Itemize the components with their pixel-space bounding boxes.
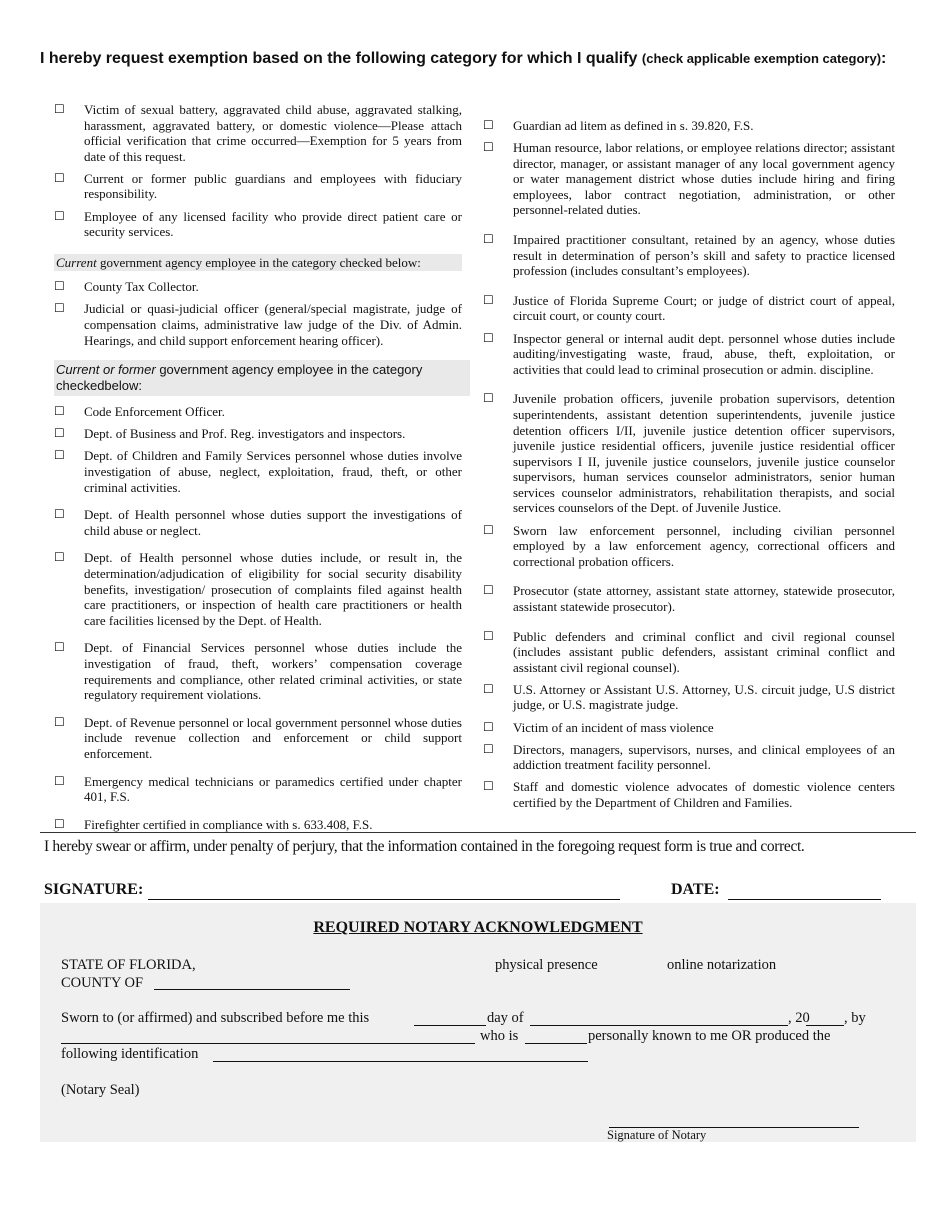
exemption-item: [54, 209, 462, 240]
exemption-item-label: Dept. of Children and Family Services personnel whose duties involve investigation of abuse, neglect, exploitation, fraud, theft, or other criminal activities.: [84, 448, 462, 495]
exemption-item: [483, 779, 895, 810]
section-divider: [40, 832, 916, 833]
day-number-field[interactable]: [414, 1025, 486, 1026]
sworn-text-d: , by: [844, 1010, 866, 1026]
exemption-item-label: Staff and domestic violence advocates of domestic violence centers certified by the Department of Children and Families.: [513, 779, 895, 810]
exemption-item-label: Judicial or quasi-judicial officer (general/special magistrate, judge of compensation claims, administrative law judge of the Div. of Admin. Hearings, and child support enforcement hearing officer).: [84, 301, 462, 348]
exemption-item-label: Dept. of Business and Prof. Reg. investigators and inspectors.: [84, 426, 406, 442]
exemption-item: [54, 426, 462, 442]
exemption-checkbox[interactable]: ☐: [54, 448, 65, 463]
general-exemptions-group: [54, 102, 462, 240]
identification-field[interactable]: [213, 1061, 588, 1062]
heading-note-text: (check applicable exemption category): [641, 51, 882, 66]
exemption-item-label: U.S. Attorney or Assistant U.S. Attorney, U.S. circuit judge, U.S district judge, or U.S. magistrate judge.: [513, 681, 895, 713]
exemption-checkbox[interactable]: ☐: [483, 681, 494, 696]
current-header-rest: government agency employee in the category checked below:: [96, 254, 421, 270]
exemption-item-label: Sworn law enforcement personnel, including civilian personnel employed by a law enforcement agency, correctional officers and correctional probation officers.: [513, 522, 895, 569]
exemption-item-label: Public defenders and criminal conflict and civil regional counsel (includes assistant public defenders, assistant criminal conflict and assistant civil regional counsel).: [513, 628, 895, 675]
exemption-request-heading: [40, 49, 890, 69]
current-or-former-category-header: [54, 360, 470, 396]
exemption-checkbox[interactable]: ☐: [54, 507, 65, 522]
notary-title: REQUIRED NOTARY ACKNOWLEDGMENT: [313, 919, 643, 936]
online-notarization-option[interactable]: online notarization: [667, 957, 777, 973]
exemption-item: [54, 507, 462, 538]
county-label: COUNTY OF: [61, 975, 144, 991]
right-exemption-column: [483, 118, 895, 817]
exemption-item-label: County Tax Collector.: [84, 279, 199, 295]
exemption-item-label: Code Enforcement Officer.: [84, 404, 225, 420]
exemption-checkbox[interactable]: ☐: [483, 330, 494, 345]
exemption-checkbox[interactable]: ☐: [54, 640, 65, 655]
date-label: DATE:: [671, 881, 720, 898]
exemption-item-label: Victim of an incident of mass violence: [513, 719, 714, 735]
exemption-item-label: Guardian ad litem as defined in s. 39.820, F.S.: [513, 118, 754, 133]
notary-seal-label: (Notary Seal): [61, 1082, 140, 1098]
signature-label: SIGNATURE:: [44, 881, 144, 898]
perjury-statement: I hereby swear or affirm, under penalty of perjury, that the information contained in the foregoing request form is true and correct.: [44, 838, 805, 855]
exemption-item-label: Firefighter certified in compliance with s. 633.408, F.S.: [84, 816, 373, 832]
exemption-item-label: Justice of Florida Supreme Court; or judge of district court of appeal, circuit court, or county court.: [513, 292, 895, 324]
exemption-item: [483, 140, 895, 218]
exemption-item-label: Inspector general or internal audit dept. personnel whose duties include auditing/investigating waste, fraud, abuse, theft, exploitation, or activities that could lead to criminal prosecution or admin. discipline.: [513, 330, 895, 377]
exemption-checkbox[interactable]: ☐: [483, 628, 494, 643]
exemption-checkbox[interactable]: ☐: [483, 391, 494, 406]
exemption-checkbox[interactable]: ☐: [483, 118, 494, 132]
exemption-item: [54, 102, 462, 164]
month-field[interactable]: [530, 1025, 788, 1026]
exemption-item: [483, 118, 895, 134]
exemption-item: [483, 742, 895, 773]
exemption-checkbox[interactable]: ☐: [54, 102, 65, 116]
exemption-checkbox[interactable]: ☐: [483, 140, 494, 155]
exemption-checkbox[interactable]: ☐: [54, 816, 65, 831]
exemption-item: [483, 232, 895, 279]
exemption-item-label: Emergency medical technicians or paramedics certified under chapter 401, F.S.: [84, 773, 462, 805]
date-field[interactable]: [728, 898, 881, 900]
exemption-checkbox[interactable]: ☐: [483, 779, 494, 794]
exemption-item: [483, 720, 895, 736]
exemption-item-label: Dept. of Revenue personnel or local government personnel whose duties include revenue collection and enforcement or child support enforcement.: [84, 714, 462, 761]
heading-colon: :: [881, 50, 887, 67]
following-identification-label: following identification: [61, 1046, 199, 1062]
current-employee-exemptions-group: [54, 279, 462, 348]
exemption-checkbox[interactable]: ☐: [483, 583, 494, 598]
year-field[interactable]: [806, 1025, 844, 1026]
exemption-item: [483, 523, 895, 570]
exemption-item: [54, 640, 462, 702]
sworn-statement-line-2: [61, 1028, 871, 1046]
sworn-text-a: Sworn to (or affirmed) and subscribed before me this: [61, 1010, 370, 1026]
exemption-checkbox[interactable]: ☐: [54, 301, 65, 316]
exemption-checkbox[interactable]: ☐: [54, 404, 65, 419]
county-field[interactable]: [154, 989, 350, 990]
exemption-item: [483, 682, 895, 713]
signature-field[interactable]: [148, 898, 620, 900]
exemption-item-label: Human resource, labor relations, or employee relations director; assistant director, manager, or assistant manager of any local government agency or water management district whose duties include hiring and firing employees, labor contract negotiation, administration, or other personnel-related duties.: [513, 140, 895, 218]
exemption-checkbox[interactable]: ☐: [483, 292, 494, 307]
exemption-item-label: Impaired practitioner consultant, retained by an agency, whose duties result in determination of person’s skill and safety to practice licensed profession (includes consultant’s employees).: [513, 232, 895, 279]
current-or-former-exemptions-group: [54, 404, 462, 832]
current-or-former-emphasis: Current or former: [56, 362, 156, 378]
exemption-item: [54, 301, 462, 348]
exemption-item-label: Juvenile probation officers, juvenile probation supervisors, detention superintendents, assistant detention superintendents, juvenile justice detention officers I/II, juvenile justice detention officer supervisors, juvenile justice residential officers, juvenile justice residential officer supervisors I II, juvenile justice counselors, juvenile justice counselor supervisors, human services counselor administrators, senior human services counselor administrators, rehabilitation therapists, and social services counselors of the Dept. of Juvenile Justice.: [513, 391, 895, 516]
sworn-statement-line-1: [61, 1010, 871, 1028]
notary-signature-label: Signature of Notary: [607, 1128, 707, 1142]
exemption-item-label: Victim of sexual battery, aggravated child abuse, aggravated stalking, harassment, aggravated battery, or domestic violence—Please attach official verification that crime occurred—Exemption for 5 years from date of this request.: [84, 102, 462, 164]
exemption-item: [54, 171, 462, 202]
current-emphasis: Current: [56, 254, 97, 270]
exemption-item: [54, 817, 462, 833]
physical-presence-option[interactable]: physical presence: [495, 957, 598, 973]
exemption-item: [483, 629, 895, 676]
left-exemption-column: [54, 102, 462, 839]
who-is-text: who is: [480, 1028, 519, 1044]
signature-row: [44, 881, 894, 903]
exemption-item-label: Current or former public guardians and employees with fiduciary responsibility.: [84, 170, 462, 202]
exemption-checkbox[interactable]: ☐: [54, 208, 65, 223]
exemption-item: [54, 404, 462, 420]
exemption-item: [483, 391, 895, 516]
exemption-item-label: Dept. of Financial Services personnel whose duties include the investigation of fraud, theft, workers’ compensation coverage requirements and compliance, other related criminal activities, or state regulatory requirement violations.: [84, 640, 462, 703]
sworn-text-c: , 20: [788, 1010, 810, 1026]
exemption-item: [54, 774, 462, 805]
right-exemptions-group: [483, 118, 895, 810]
exemption-item-label: Prosecutor (state attorney, assistant state attorney, statewide prosecutor, assistant statewide prosecutor).: [513, 583, 895, 614]
exemption-item: [483, 293, 895, 324]
exemption-item: [483, 331, 895, 378]
identification-type-field[interactable]: [525, 1043, 587, 1044]
affiant-name-field[interactable]: [61, 1043, 475, 1044]
notary-acknowledgment-section: [40, 903, 916, 1142]
exemption-checkbox[interactable]: ☐: [54, 550, 65, 565]
exemption-item: [483, 583, 895, 614]
exemption-item-label: Dept. of Health personnel whose duties support the investigations of child abuse or neglect.: [84, 507, 462, 538]
exemption-checkbox[interactable]: ☐: [483, 522, 494, 537]
exemption-checkbox[interactable]: ☐: [54, 279, 65, 294]
exemption-checkbox[interactable]: ☐: [483, 741, 494, 756]
exemption-checkbox[interactable]: ☐: [54, 773, 65, 788]
exemption-checkbox[interactable]: ☐: [54, 714, 65, 729]
exemption-checkbox[interactable]: ☐: [483, 719, 494, 734]
heading-main-text: I hereby request exemption based on the following category for which I qualify: [40, 50, 638, 67]
exemption-item-label: Directors, managers, supervisors, nurses, and clinical employees of an addiction treatment facility personnel.: [513, 741, 895, 773]
sworn-text-b: day of: [487, 1010, 524, 1026]
exemption-item: [54, 550, 462, 628]
exemption-checkbox[interactable]: ☐: [483, 232, 494, 247]
exemption-checkbox[interactable]: ☐: [54, 426, 65, 441]
current-or-former-header-rest: government agency employee in the category checkedbelow:: [56, 362, 423, 394]
exemption-item: [54, 715, 462, 762]
exemption-item-label: Dept. of Health personnel whose duties include, or result in, the determination/adjudication of eligibility for social security disability benefits, investigation/ prosecution of complaints filed against health care practitioners, or inspection of health care practitioners or health care facilities licensed by the Dept. of Health.: [84, 550, 462, 628]
current-employee-category-header: [54, 254, 462, 272]
exemption-item-label: Employee of any licensed facility who provide direct patient care or security services.: [84, 208, 462, 240]
state-of-florida-label: STATE OF FLORIDA,: [61, 957, 196, 973]
exemption-checkbox[interactable]: ☐: [54, 170, 65, 185]
exemption-item: [54, 279, 462, 295]
personally-known-text: personally known to me OR produced the: [588, 1028, 831, 1044]
exemption-item: [54, 448, 462, 495]
